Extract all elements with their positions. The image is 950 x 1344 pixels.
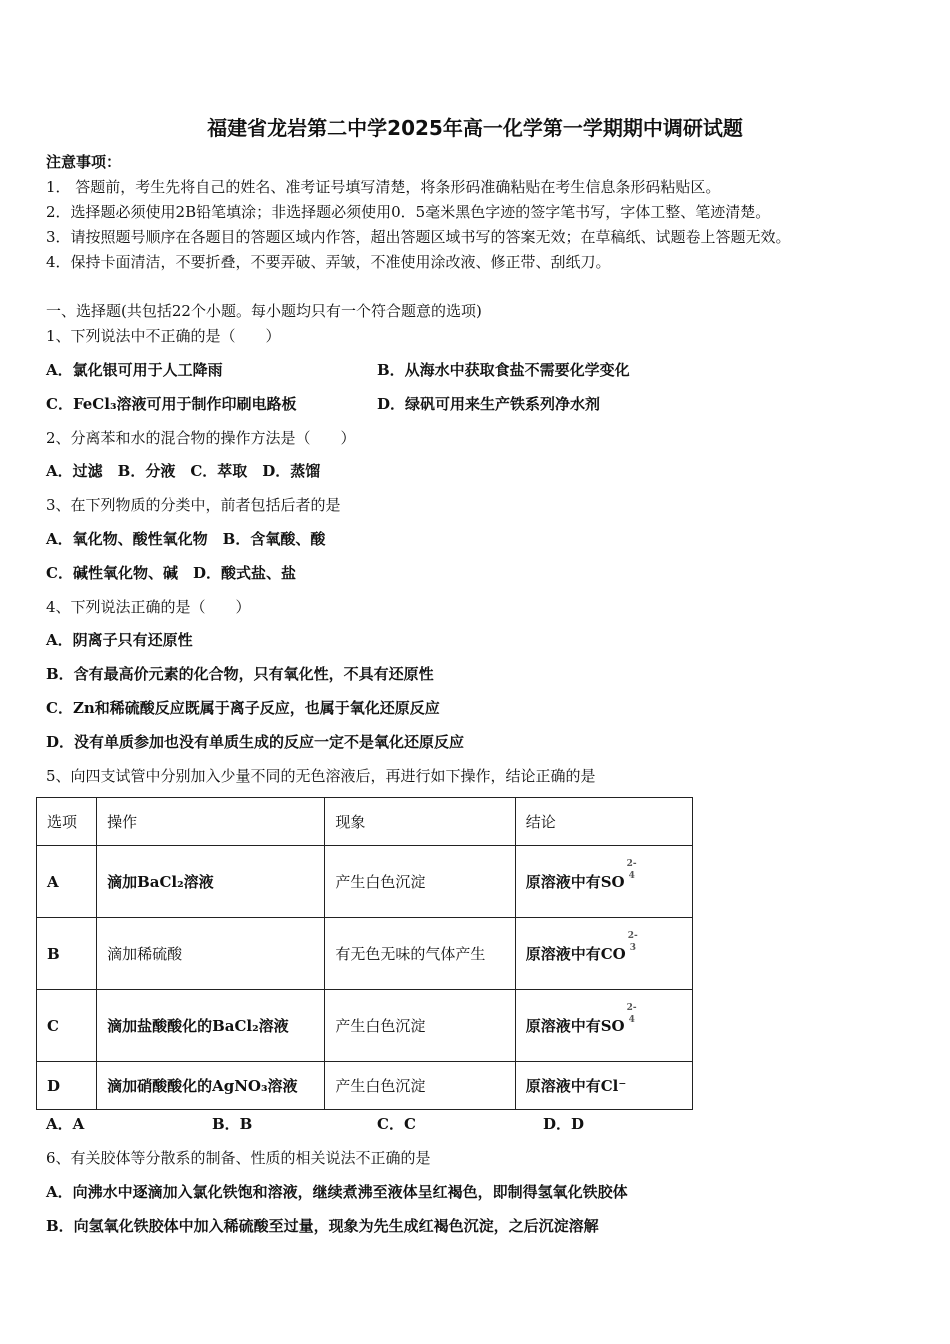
q5-answer-c: C．C — [377, 1115, 416, 1133]
table-cell-option: B — [37, 918, 97, 990]
table-cell-phenomenon: 产生白色沉淀 — [325, 1062, 515, 1110]
notice-heading: 注意事项： — [46, 153, 122, 171]
table-cell-operation: 滴加稀硫酸 — [97, 918, 325, 990]
table-cell-option: A — [37, 846, 97, 918]
q1-option-c: C．FeCl₃溶液可用于制作印刷电路板 — [46, 395, 297, 413]
q5-table — [36, 797, 693, 1110]
ion-charge — [625, 858, 637, 893]
table-cell-phenomenon: 产生白色沉淀 — [325, 990, 515, 1062]
q4-option-a: A．阴离子只有还原性 — [46, 631, 193, 649]
table-cell-operation: 滴加BaCl₂溶液 — [97, 846, 325, 918]
table-cell-conclusion — [515, 846, 692, 918]
ion-charge — [625, 1002, 637, 1037]
table-row — [37, 918, 693, 990]
table-header-row — [37, 798, 693, 846]
ion-subscript: 3 — [629, 942, 636, 953]
q5-answer-b: B．B — [212, 1115, 253, 1133]
q6-option-a: A．向沸水中逐滴加入氯化铁饱和溶液，继续煮沸至液体呈红褐色，即制得氢氧化铁胶体 — [46, 1183, 628, 1201]
notice-item-1: 1． 答题前，考生先将自己的姓名、准考证号填写清楚，将条形码准确粘贴在考生信息条形码粘贴区。 — [46, 178, 721, 196]
notice-item-4: 4．保持卡面清洁，不要折叠，不要弄破、弄皱，不准使用涂改液、修正带、刮纸刀。 — [46, 253, 611, 271]
table-cell-option: C — [37, 990, 97, 1062]
ion-subscript: 4 — [628, 870, 635, 881]
ion-charge — [626, 930, 638, 965]
q1-option-b: B．从海水中获取食盐不需要化学变化 — [377, 361, 630, 379]
q2-options: A．过滤 B．分液 C．萃取 D．蒸馏 — [46, 462, 321, 480]
ion-superscript: 2- — [626, 858, 637, 869]
table-row — [37, 990, 693, 1062]
conclusion-text: 原溶液中有SO — [525, 1016, 625, 1035]
table-cell-operation: 滴加硝酸酸化的AgNO₃溶液 — [97, 1062, 325, 1110]
table-cell-option: D — [37, 1062, 97, 1110]
table-cell-conclusion: 原溶液中有Cl⁻ — [515, 1062, 692, 1110]
table-cell-operation: 滴加盐酸酸化的BaCl₂溶液 — [97, 990, 325, 1062]
table-cell-phenomenon: 产生白色沉淀 — [325, 846, 515, 918]
table-header-cell: 现象 — [325, 798, 515, 846]
section-heading: 一、选择题(共包括22个小题。每小题均只有一个符合题意的选项) — [46, 302, 482, 320]
q6-stem: 6、有关胶体等分散系的制备、性质的相关说法不正确的是 — [46, 1149, 431, 1167]
q4-option-c: C．Zn和稀硫酸反应既属于离子反应，也属于氧化还原反应 — [46, 699, 440, 717]
conclusion-text: 原溶液中有CO — [525, 944, 626, 963]
table-cell-phenomenon: 有无色无味的气体产生 — [325, 918, 515, 990]
table-header-cell: 操作 — [97, 798, 325, 846]
table-row — [37, 1062, 693, 1110]
conclusion-text: 原溶液中有SO — [525, 872, 625, 891]
q2-stem: 2、分离苯和水的混合物的操作方法是（ ） — [46, 429, 356, 447]
table-row — [37, 846, 693, 918]
page-title: 福建省龙岩第二中学2025年高一化学第一学期期中调研试题 — [207, 116, 743, 140]
notice-item-2: 2．选择题必须使用2B铅笔填涂；非选择题必须使用0．5毫米黑色字迹的签字笔书写，字体工整、笔迹清楚。 — [46, 203, 771, 221]
q4-stem: 4、下列说法正确的是（ ） — [46, 598, 251, 616]
ion-superscript: 2- — [626, 1002, 637, 1013]
ion-subscript: 4 — [628, 1014, 635, 1025]
table-header-cell: 选项 — [37, 798, 97, 846]
q4-option-b: B．含有最高价元素的化合物，只有氧化性，不具有还原性 — [46, 665, 434, 683]
q5-answer-d: D．D — [543, 1115, 585, 1133]
notice-item-3: 3．请按照题号顺序在各题目的答题区域内作答，超出答题区域书写的答案无效；在草稿纸、试题卷上答题无效。 — [46, 228, 791, 246]
q5-answer-a: A．A — [46, 1115, 85, 1133]
q4-option-d: D．没有单质参加也没有单质生成的反应一定不是氧化还原反应 — [46, 733, 465, 751]
table-header-cell: 结论 — [515, 798, 692, 846]
q1-option-a: A．氯化银可用于人工降雨 — [46, 361, 223, 379]
q5-stem: 5、向四支试管中分别加入少量不同的无色溶液后，再进行如下操作，结论正确的是 — [46, 767, 596, 785]
table-cell-conclusion — [515, 990, 692, 1062]
q1-stem: 1、下列说法中不正确的是（ ） — [46, 327, 281, 345]
q1-option-d: D．绿矾可用来生产铁系列净水剂 — [377, 395, 601, 413]
q3-options-ab: A．氧化物、酸性氧化物 B．含氧酸、酸 — [46, 530, 326, 548]
q3-stem: 3、在下列物质的分类中，前者包括后者的是 — [46, 496, 341, 514]
ion-superscript: 2- — [627, 930, 638, 941]
q3-options-cd: C．碱性氧化物、碱 D．酸式盐、盐 — [46, 564, 296, 582]
table-cell-conclusion — [515, 918, 692, 990]
q6-option-b: B．向氢氧化铁胶体中加入稀硫酸至过量，现象为先生成红褐色沉淀，之后沉淀溶解 — [46, 1217, 599, 1235]
